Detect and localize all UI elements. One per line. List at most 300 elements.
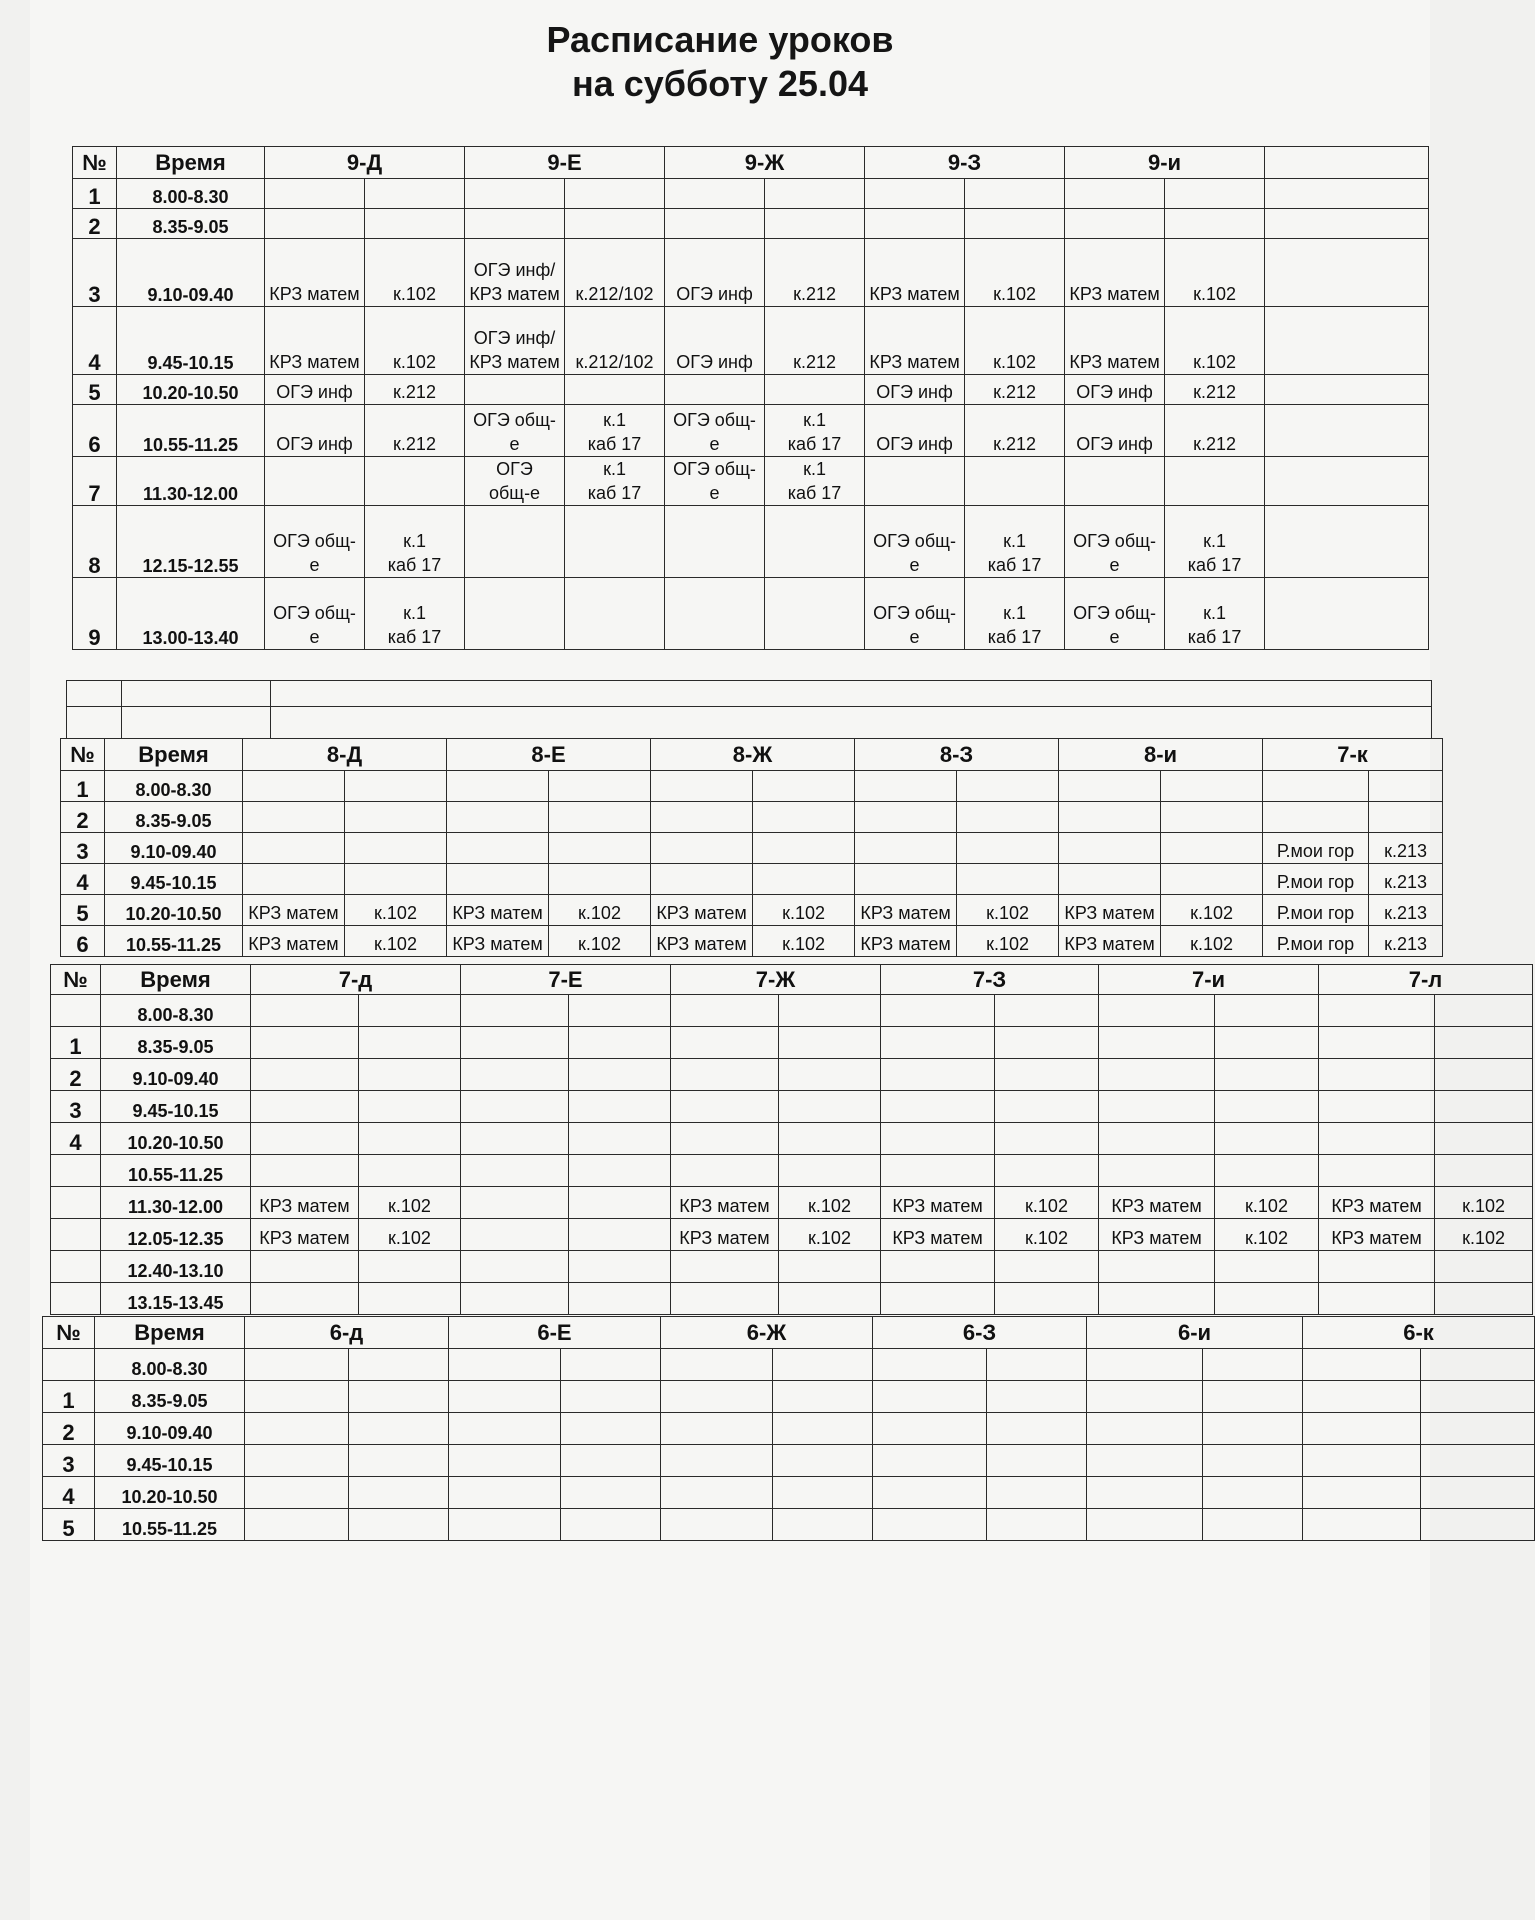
- subject-cell: [265, 209, 365, 239]
- subject-cell: [1099, 995, 1215, 1027]
- room-cell: к.212: [765, 307, 865, 375]
- table-row: [73, 405, 1429, 457]
- subject-cell: [661, 1349, 773, 1381]
- table-row: [51, 1155, 1533, 1187]
- room-cell: [365, 457, 465, 506]
- subject-cell: [661, 1381, 773, 1413]
- subject-cell: [1319, 1155, 1435, 1187]
- lesson-number: [43, 1349, 95, 1381]
- room-cell: [779, 1283, 881, 1315]
- blank-cell: [1265, 375, 1429, 405]
- subject-cell: [1059, 864, 1161, 895]
- room-cell: [565, 506, 665, 578]
- header-row: [61, 739, 1443, 771]
- room-cell: [1435, 1283, 1533, 1315]
- room-cell: [765, 209, 865, 239]
- table-row: [43, 1413, 1535, 1445]
- subject-cell: [251, 1027, 359, 1059]
- room-cell: к.102: [779, 1187, 881, 1219]
- class-header: 8-Е: [447, 739, 651, 771]
- subject-cell: [665, 179, 765, 209]
- subject-cell: [449, 1349, 561, 1381]
- room-cell: [987, 1445, 1087, 1477]
- subject-cell: [665, 506, 765, 578]
- room-cell: [565, 578, 665, 650]
- table-row: [51, 1059, 1533, 1091]
- room-cell: [359, 1155, 461, 1187]
- room-cell: [765, 179, 865, 209]
- room-cell: [365, 179, 465, 209]
- subject-cell: [661, 1413, 773, 1445]
- subject-cell: [1303, 1445, 1421, 1477]
- subject-cell: [1087, 1445, 1203, 1477]
- subject-cell: ОГЭ инф/ КРЗ матем: [465, 239, 565, 307]
- room-cell: к.212: [965, 405, 1065, 457]
- subject-cell: [251, 1155, 359, 1187]
- subject-cell: [1099, 1059, 1215, 1091]
- subject-cell: ОГЭ инф: [665, 307, 765, 375]
- room-cell: [365, 209, 465, 239]
- room-cell: [773, 1381, 873, 1413]
- room-cell: [1435, 1123, 1533, 1155]
- subject-cell: [1303, 1349, 1421, 1381]
- subject-cell: [865, 457, 965, 506]
- lesson-number: 2: [61, 802, 105, 833]
- lesson-time: 10.55-11.25: [117, 405, 265, 457]
- room-cell: к.102: [753, 895, 855, 926]
- room-cell: [1203, 1349, 1303, 1381]
- room-cell: [349, 1509, 449, 1541]
- room-cell: [1161, 833, 1263, 864]
- room-cell: [1203, 1413, 1303, 1445]
- subject-cell: ОГЭ общ-е: [265, 578, 365, 650]
- room-cell: к.212: [365, 375, 465, 405]
- room-cell: к.1 каб 17: [765, 457, 865, 506]
- subject-cell: [461, 1155, 569, 1187]
- lesson-time: 9.45-10.15: [105, 864, 243, 895]
- subject-cell: [447, 864, 549, 895]
- room-cell: [359, 1283, 461, 1315]
- table-row: [73, 209, 1429, 239]
- blank-cell: [1265, 179, 1429, 209]
- subject-cell: [1303, 1509, 1421, 1541]
- subject-cell: [665, 375, 765, 405]
- class-header: 8-Ж: [651, 739, 855, 771]
- table-row: [61, 771, 1443, 802]
- class-header: 9-Е: [465, 147, 665, 179]
- room-cell: [995, 995, 1099, 1027]
- subject-cell: ОГЭ общ-е: [465, 457, 565, 506]
- room-cell: [345, 771, 447, 802]
- lesson-number: 4: [43, 1477, 95, 1509]
- lesson-time: 9.10-09.40: [95, 1413, 245, 1445]
- subject-cell: ОГЭ инф: [1065, 405, 1165, 457]
- subject-cell: [251, 1283, 359, 1315]
- table-row: [43, 1445, 1535, 1477]
- lesson-number: 3: [51, 1091, 101, 1123]
- subject-cell: КРЗ матем: [447, 926, 549, 957]
- room-cell: [549, 802, 651, 833]
- room-cell: [957, 771, 1059, 802]
- class-header: 6-Ж: [661, 1317, 873, 1349]
- lesson-number: 2: [51, 1059, 101, 1091]
- subject-cell: КРЗ матем: [243, 926, 345, 957]
- header-num: №: [51, 965, 101, 995]
- subject-cell: ОГЭ общ-е: [265, 506, 365, 578]
- lesson-time: 10.20-10.50: [117, 375, 265, 405]
- lesson-time: 13.00-13.40: [117, 578, 265, 650]
- subject-cell: [461, 1091, 569, 1123]
- room-cell: к.102: [779, 1219, 881, 1251]
- room-cell: [987, 1477, 1087, 1509]
- lesson-time: 9.10-09.40: [117, 239, 265, 307]
- header-time: Время: [101, 965, 251, 995]
- lesson-number: [51, 1219, 101, 1251]
- subject-cell: ОГЭ инф: [265, 405, 365, 457]
- room-cell: [1215, 1027, 1319, 1059]
- room-cell: [987, 1381, 1087, 1413]
- subject-cell: [1065, 179, 1165, 209]
- subject-cell: [873, 1477, 987, 1509]
- lesson-time: 8.35-9.05: [95, 1381, 245, 1413]
- room-cell: [779, 1059, 881, 1091]
- subject-cell: КРЗ матем: [671, 1219, 779, 1251]
- room-cell: [569, 1251, 671, 1283]
- schedule-table-grade-7: [50, 964, 1533, 1315]
- subject-cell: [449, 1381, 561, 1413]
- subject-cell: [447, 833, 549, 864]
- subject-cell: [251, 1091, 359, 1123]
- subject-cell: ОГЭ общ-е: [1065, 578, 1165, 650]
- subject-cell: [245, 1381, 349, 1413]
- lesson-number: 6: [61, 926, 105, 957]
- lesson-number: 1: [43, 1381, 95, 1413]
- room-cell: [1215, 1123, 1319, 1155]
- lesson-time: 13.15-13.45: [101, 1283, 251, 1315]
- subject-cell: [245, 1445, 349, 1477]
- subject-cell: КРЗ матем: [865, 239, 965, 307]
- subject-cell: ОГЭ инф: [865, 375, 965, 405]
- lesson-time: 8.35-9.05: [117, 209, 265, 239]
- room-cell: [359, 995, 461, 1027]
- room-cell: к.213: [1369, 833, 1443, 864]
- room-cell: [957, 833, 1059, 864]
- subject-cell: [1099, 1283, 1215, 1315]
- schedule-table-grade-9: [72, 146, 1429, 650]
- lesson-number: 1: [61, 771, 105, 802]
- subject-cell: [449, 1509, 561, 1541]
- subject-cell: КРЗ матем: [265, 307, 365, 375]
- lesson-time: 9.45-10.15: [95, 1445, 245, 1477]
- subject-cell: [1099, 1155, 1215, 1187]
- room-cell: [569, 995, 671, 1027]
- subject-cell: КРЗ матем: [1319, 1219, 1435, 1251]
- room-cell: [753, 802, 855, 833]
- lesson-time: 8.00-8.30: [105, 771, 243, 802]
- room-cell: к.1 каб 17: [565, 405, 665, 457]
- room-cell: [773, 1445, 873, 1477]
- room-cell: [995, 1091, 1099, 1123]
- room-cell: [1215, 1283, 1319, 1315]
- subject-cell: [1065, 457, 1165, 506]
- table-row: [51, 1187, 1533, 1219]
- table-row: [73, 375, 1429, 405]
- table-row: [43, 1381, 1535, 1413]
- subject-cell: [1303, 1413, 1421, 1445]
- subject-cell: [671, 1027, 779, 1059]
- room-cell: к.102: [957, 926, 1059, 957]
- class-header: 8-и: [1059, 739, 1263, 771]
- room-cell: к.102: [965, 239, 1065, 307]
- room-cell: к.102: [1215, 1187, 1319, 1219]
- table-row: [51, 1123, 1533, 1155]
- room-cell: [349, 1381, 449, 1413]
- subject-cell: ОГЭ инф/ КРЗ матем: [465, 307, 565, 375]
- lesson-number: [51, 1251, 101, 1283]
- room-cell: [1203, 1509, 1303, 1541]
- table-row: [73, 179, 1429, 209]
- room-cell: [753, 864, 855, 895]
- room-cell: [1421, 1509, 1535, 1541]
- header-num: №: [43, 1317, 95, 1349]
- room-cell: [1421, 1381, 1535, 1413]
- room-cell: [1215, 1251, 1319, 1283]
- lesson-time: 12.05-12.35: [101, 1219, 251, 1251]
- schedule-table-grade-6: [42, 1316, 1535, 1541]
- room-cell: [565, 209, 665, 239]
- room-cell: [995, 1283, 1099, 1315]
- lesson-number: 5: [73, 375, 117, 405]
- subject-cell: [465, 209, 565, 239]
- subject-cell: [243, 802, 345, 833]
- table-row: [61, 802, 1443, 833]
- subject-cell: [1319, 995, 1435, 1027]
- room-cell: к.102: [365, 239, 465, 307]
- table-row: [73, 506, 1429, 578]
- table-row: [43, 1477, 1535, 1509]
- room-cell: к.102: [995, 1187, 1099, 1219]
- class-header: 9-З: [865, 147, 1065, 179]
- subject-cell: КРЗ матем: [1099, 1219, 1215, 1251]
- room-cell: к.102: [1435, 1219, 1533, 1251]
- subject-cell: [661, 1445, 773, 1477]
- lesson-time: 11.30-12.00: [101, 1187, 251, 1219]
- subject-cell: [855, 802, 957, 833]
- subject-cell: [671, 1251, 779, 1283]
- subject-cell: Р.мои гор: [1263, 926, 1369, 957]
- subject-cell: [873, 1413, 987, 1445]
- subject-cell: КРЗ матем: [865, 307, 965, 375]
- subject-cell: КРЗ матем: [855, 926, 957, 957]
- class-header: 7-Е: [461, 965, 671, 995]
- room-cell: [1421, 1413, 1535, 1445]
- subject-cell: [881, 1123, 995, 1155]
- blank-cell: [1265, 405, 1429, 457]
- subject-cell: [245, 1477, 349, 1509]
- room-cell: к.102: [359, 1219, 461, 1251]
- subject-cell: [881, 995, 995, 1027]
- header-num: №: [73, 147, 117, 179]
- subject-cell: [461, 1283, 569, 1315]
- subject-cell: ОГЭ инф: [665, 239, 765, 307]
- room-cell: к.102: [753, 926, 855, 957]
- room-cell: [359, 1123, 461, 1155]
- room-cell: [773, 1509, 873, 1541]
- room-cell: к.1 каб 17: [965, 578, 1065, 650]
- room-cell: к.213: [1369, 864, 1443, 895]
- room-cell: к.102: [1165, 307, 1265, 375]
- subject-cell: [251, 1059, 359, 1091]
- subject-cell: [671, 1123, 779, 1155]
- table-row: [51, 1027, 1533, 1059]
- room-cell: [569, 1091, 671, 1123]
- room-cell: [549, 833, 651, 864]
- class-header: 7-З: [881, 965, 1099, 995]
- subject-cell: ОГЭ инф: [1065, 375, 1165, 405]
- blank-cell: [1265, 239, 1429, 307]
- subject-cell: [1319, 1123, 1435, 1155]
- room-cell: [1435, 1155, 1533, 1187]
- page-subtitle: на субботу 25.04: [571, 63, 868, 104]
- lesson-time: 8.35-9.05: [105, 802, 243, 833]
- lesson-time: 9.10-09.40: [101, 1059, 251, 1091]
- subject-cell: КРЗ матем: [265, 239, 365, 307]
- class-header: 6-д: [245, 1317, 449, 1349]
- subject-cell: [465, 578, 565, 650]
- spacer-table: [66, 680, 1432, 739]
- subject-cell: [651, 802, 753, 833]
- room-cell: [1369, 802, 1443, 833]
- room-cell: [565, 375, 665, 405]
- room-cell: [1203, 1477, 1303, 1509]
- subject-cell: [251, 1251, 359, 1283]
- subject-cell: [1099, 1027, 1215, 1059]
- room-cell: [957, 864, 1059, 895]
- lesson-time: 10.20-10.50: [101, 1123, 251, 1155]
- subject-cell: [671, 1059, 779, 1091]
- header-time: Время: [95, 1317, 245, 1349]
- room-cell: [779, 1155, 881, 1187]
- room-cell: к.102: [1161, 926, 1263, 957]
- lesson-number: 2: [43, 1413, 95, 1445]
- room-cell: [753, 833, 855, 864]
- room-cell: [965, 209, 1065, 239]
- table-row: [61, 864, 1443, 895]
- room-cell: [779, 995, 881, 1027]
- room-cell: [1215, 1059, 1319, 1091]
- room-cell: к.213: [1369, 895, 1443, 926]
- room-cell: [987, 1349, 1087, 1381]
- subject-cell: КРЗ матем: [855, 895, 957, 926]
- subject-cell: [461, 995, 569, 1027]
- class-header: 9-Д: [265, 147, 465, 179]
- room-cell: [1369, 771, 1443, 802]
- room-cell: к.102: [359, 1187, 461, 1219]
- subject-cell: [465, 506, 565, 578]
- subject-cell: [1263, 771, 1369, 802]
- lesson-number: 4: [73, 307, 117, 375]
- subject-cell: [873, 1349, 987, 1381]
- subject-cell: [449, 1477, 561, 1509]
- room-cell: к.1 каб 17: [1165, 506, 1265, 578]
- table-row: [51, 1283, 1533, 1315]
- subject-cell: КРЗ матем: [881, 1219, 995, 1251]
- subject-cell: ОГЭ инф: [865, 405, 965, 457]
- room-cell: [1203, 1381, 1303, 1413]
- subject-cell: [251, 1123, 359, 1155]
- class-header: 8-З: [855, 739, 1059, 771]
- subject-cell: ОГЭ общ-е: [865, 578, 965, 650]
- subject-cell: [243, 833, 345, 864]
- lesson-number: 4: [61, 864, 105, 895]
- subject-cell: [665, 578, 765, 650]
- room-cell: [779, 1251, 881, 1283]
- room-cell: [1435, 1059, 1533, 1091]
- room-cell: [565, 179, 665, 209]
- table-row: [73, 578, 1429, 650]
- page-title: Расписание уроков: [546, 19, 894, 60]
- room-cell: [359, 1091, 461, 1123]
- subject-cell: [651, 864, 753, 895]
- room-cell: к.212/102: [565, 307, 665, 375]
- room-cell: [1421, 1477, 1535, 1509]
- room-cell: [779, 1091, 881, 1123]
- table-row: [73, 239, 1429, 307]
- room-cell: [995, 1059, 1099, 1091]
- room-cell: [779, 1027, 881, 1059]
- subject-cell: [245, 1349, 349, 1381]
- subject-cell: КРЗ матем: [881, 1187, 995, 1219]
- room-cell: к.212: [365, 405, 465, 457]
- table-row: [43, 1509, 1535, 1541]
- room-cell: [1165, 209, 1265, 239]
- subject-cell: [881, 1155, 995, 1187]
- lesson-number: 7: [73, 457, 117, 506]
- room-cell: к.212: [1165, 405, 1265, 457]
- class-header: 7-к: [1263, 739, 1443, 771]
- room-cell: к.102: [365, 307, 465, 375]
- subject-cell: ОГЭ общ-е: [1065, 506, 1165, 578]
- room-cell: [995, 1251, 1099, 1283]
- header-num: №: [61, 739, 105, 771]
- room-cell: [345, 864, 447, 895]
- class-header: 6-Е: [449, 1317, 661, 1349]
- room-cell: [753, 771, 855, 802]
- subject-cell: [881, 1251, 995, 1283]
- room-cell: к.102: [549, 926, 651, 957]
- subject-cell: ОГЭ инф: [265, 375, 365, 405]
- subject-cell: [881, 1283, 995, 1315]
- room-cell: к.102: [995, 1219, 1099, 1251]
- lesson-number: 4: [51, 1123, 101, 1155]
- subject-cell: [461, 1027, 569, 1059]
- subject-cell: ОГЭ общ-е: [665, 457, 765, 506]
- room-cell: к.1 каб 17: [765, 405, 865, 457]
- room-cell: [569, 1027, 671, 1059]
- lesson-number: 5: [43, 1509, 95, 1541]
- lesson-number: 3: [61, 833, 105, 864]
- subject-cell: [461, 1251, 569, 1283]
- room-cell: [987, 1509, 1087, 1541]
- room-cell: к.212: [1165, 375, 1265, 405]
- subject-cell: [1059, 771, 1161, 802]
- room-cell: [569, 1059, 671, 1091]
- subject-cell: КРЗ матем: [1065, 307, 1165, 375]
- subject-cell: КРЗ матем: [1319, 1187, 1435, 1219]
- room-cell: [561, 1477, 661, 1509]
- room-cell: [765, 375, 865, 405]
- lesson-number: 6: [73, 405, 117, 457]
